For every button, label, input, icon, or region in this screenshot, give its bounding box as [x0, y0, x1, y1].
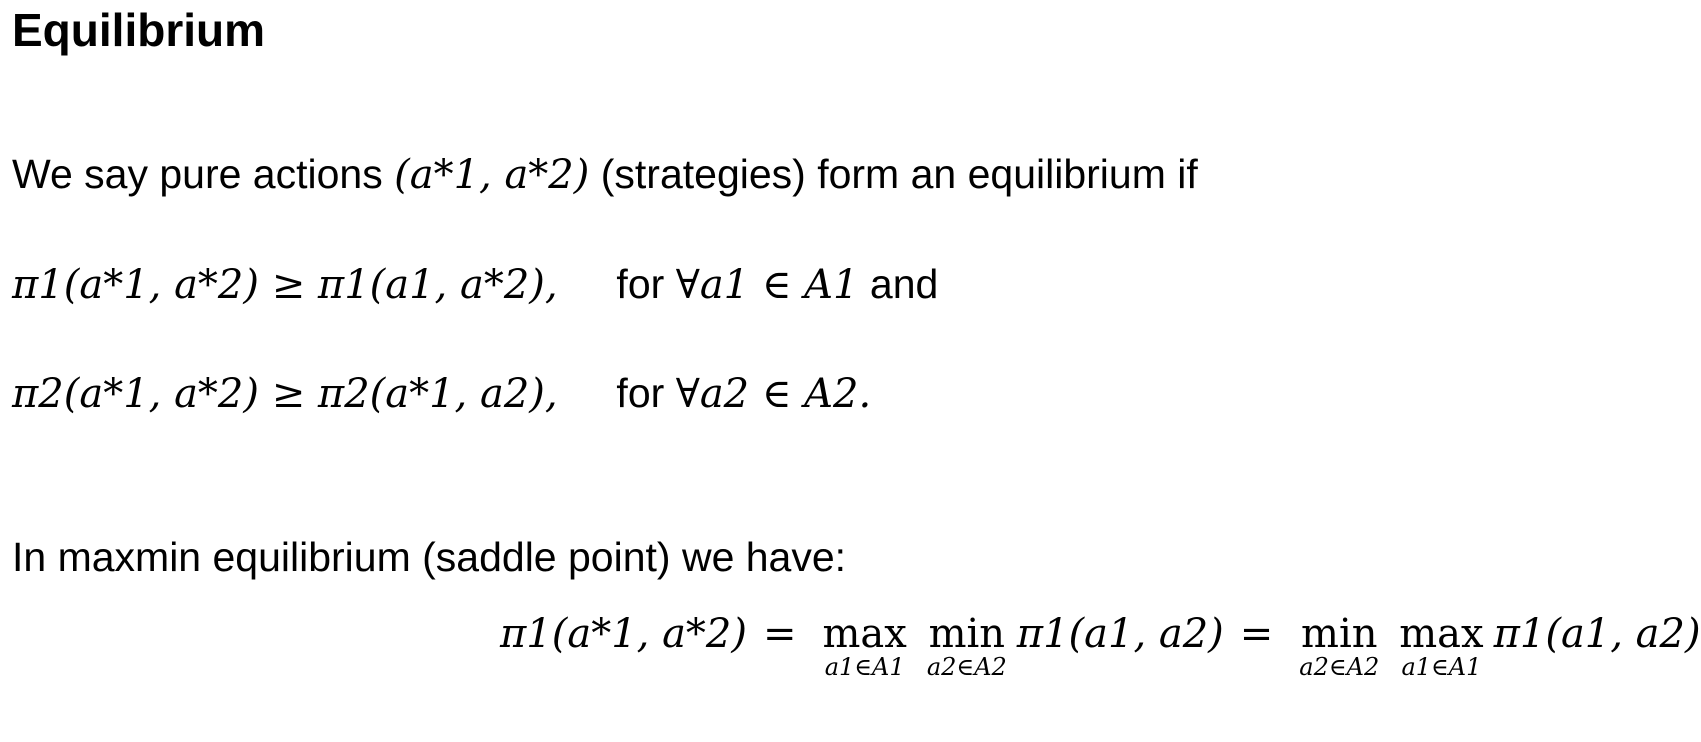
equation-middle-term: π1(a1, a2) — [1016, 611, 1224, 657]
min-operator-2-limit: a2∈A2 — [1299, 653, 1380, 681]
max-operator-1-limit: a1∈A1 — [824, 653, 905, 681]
intro-text-before: We say pure actions — [12, 151, 383, 197]
condition-1-for-text: for — [616, 261, 665, 307]
min-operator-1 — [927, 610, 1007, 680]
min-operator-1-limit: a2∈A2 — [926, 653, 1007, 681]
min-operator-2-name: min — [1301, 611, 1378, 657]
condition-1-and-text: and — [869, 261, 939, 307]
equilibrium-condition-2 — [12, 365, 871, 422]
condition-2-inequality: π2(a*1, a*2) ≥ π2(a*1, a2), — [12, 371, 558, 417]
max-operator-2 — [1399, 610, 1483, 680]
max-operator-2-limit: a1∈A1 — [1401, 653, 1482, 681]
max-operator-2-name: max — [1399, 611, 1484, 657]
saddle-point-equation — [500, 610, 1701, 680]
equals-sign-2: = — [1239, 611, 1274, 657]
intro-text-after: (strategies) form an equilibrium if — [600, 151, 1198, 197]
min-operator-1-name: min — [928, 611, 1006, 657]
condition-1-quantifier: ∀a1 ∈ A1 — [675, 262, 859, 308]
intro-paragraph — [12, 146, 1198, 203]
equals-sign-1: = — [762, 611, 797, 657]
min-operator-2 — [1299, 610, 1379, 680]
intro-action-pair-math: (a*1, a*2) — [394, 152, 590, 198]
equilibrium-condition-1 — [12, 256, 938, 313]
equation-lhs: π1(a*1, a*2) — [500, 611, 747, 657]
page-title: Equilibrium — [12, 4, 265, 56]
maxmin-sentence: In maxmin equilibrium (saddle point) we have: — [12, 534, 847, 580]
condition-2-quantifier: ∀a2 ∈ A2. — [675, 371, 872, 417]
condition-2-for-text: for — [616, 370, 665, 416]
equation-rhs: π1(a1, a2) — [1493, 611, 1701, 657]
condition-1-inequality: π1(a*1, a*2) ≥ π1(a1, a*2), — [12, 262, 558, 308]
max-operator-1 — [823, 610, 907, 680]
max-operator-1-name: max — [822, 611, 907, 657]
